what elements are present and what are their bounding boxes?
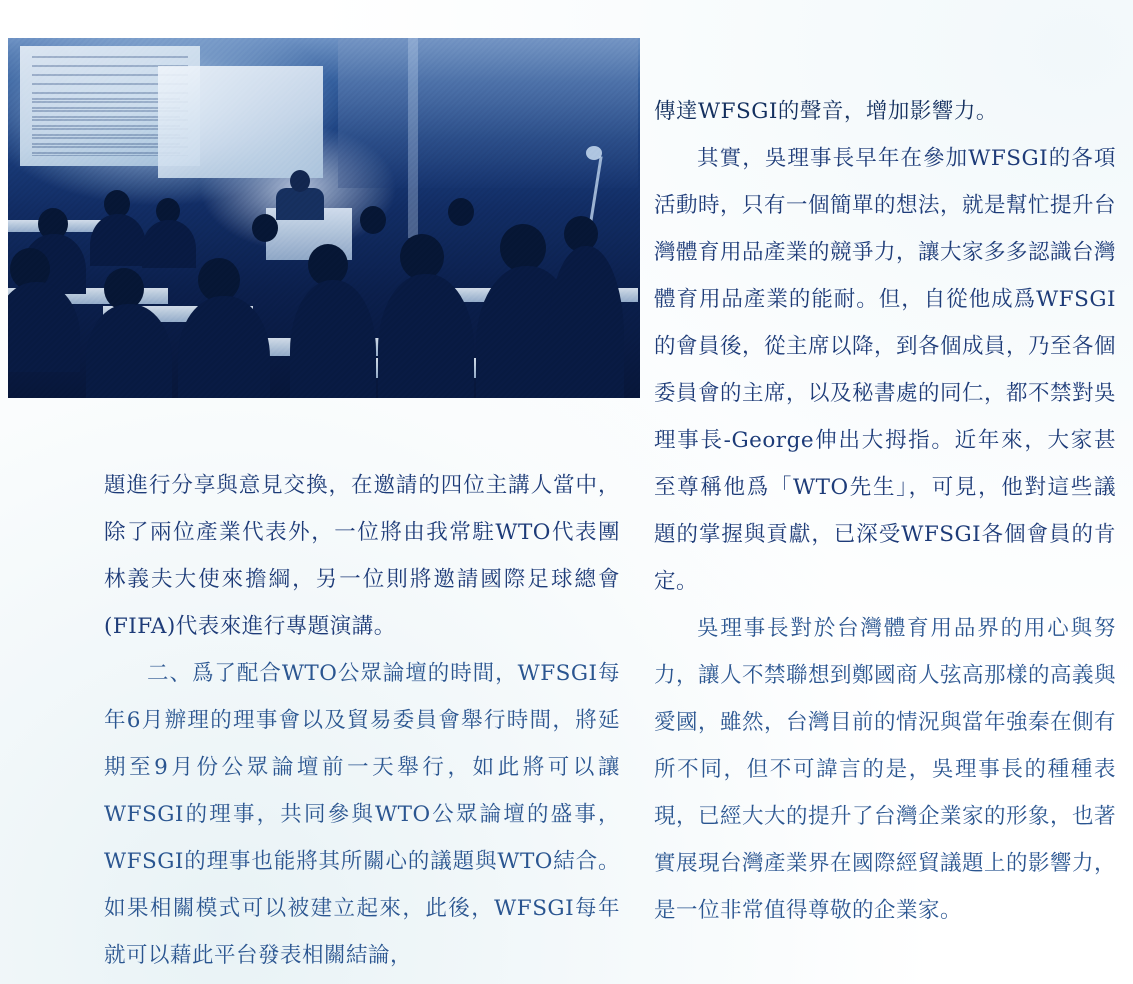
photo-image (8, 38, 640, 398)
conference-hall-photo (8, 38, 640, 398)
paragraph: 傳達WFSGI的聲音，增加影響力。 (654, 99, 998, 124)
paragraph: 二、爲了配合WTO公眾論壇的時間，WFSGI每年6月辦理的理事會以及貿易委員會舉行時間，將延期至9月份公眾論壇前一天舉行，如此將可以讓WFSGI的理事，共同參與WTO公眾論壇的盛事，WFSGI的理事也能將其所關心的議題與WTO結合。如果相關模式可以被建立起來，此後，WFSGI每年就可以藉此平台發表相關結論， (104, 661, 620, 968)
photo-grain-overlay (8, 38, 640, 398)
paragraph: 題進行分享與意見交換，在邀請的四位主講人當中，除了兩位產業代表外，一位將由我常駐WTO代表團林義夫大使來擔綱，另一位則將邀請國際足球總會(FIFA)代表來進行專題演講。 (104, 473, 620, 639)
right-text-column (654, 88, 1116, 934)
paragraph: 吳理事長對於台灣體育用品界的用心與努力，讓人不禁聯想到鄭國商人弦高那樣的高義與愛國，雖然，台灣目前的情況與當年強秦在側有所不同，但不可諱言的是，吳理事長的種種表現，已經大大的提升了台灣企業家的形象，也著實展現台灣產業界在國際經貿議題上的影響力，是一位非常值得尊敬的企業家。 (654, 616, 1117, 923)
left-text-column (104, 462, 620, 979)
paragraph: 其實，吳理事長早年在參加WFSGI的各項活動時，只有一個簡單的想法，就是幫忙提升台灣體育用品產業的競爭力，讓大家多多認識台灣體育用品產業的能耐。但，自從他成爲WFSGI的會員後，從主席以降，到各個成員，乃至各個委員會的主席，以及秘書處的同仁，都不禁對吳理事長-George伸出大拇指。近年來，大家甚至尊稱他爲「WTO先生」，可見，他對這些議題的掌握與貢獻，已深受WFSGI各個會員的肯定。 (654, 146, 1117, 594)
